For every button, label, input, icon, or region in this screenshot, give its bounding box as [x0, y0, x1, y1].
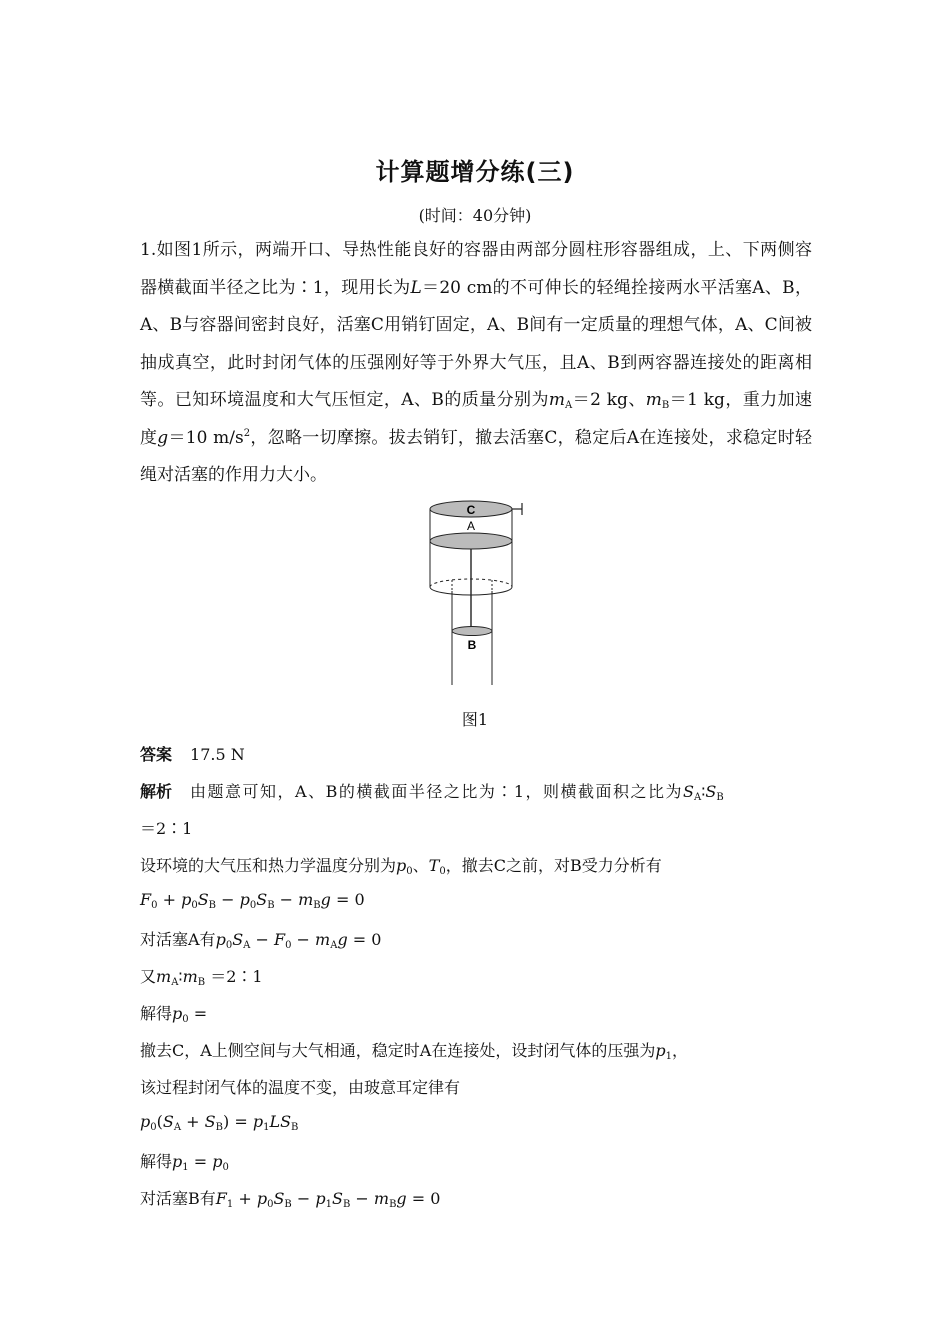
answer-line: 答案 17.5 N [140, 745, 245, 764]
solve-p0: 解得$p_0$ = [140, 1004, 208, 1025]
mass-ratio: 又$m_A∶m_B$ ＝2∶1 [140, 967, 263, 988]
label-a: A [466, 519, 476, 533]
label-c: C [466, 503, 476, 517]
page-title: 计算题增分练(三) [375, 158, 575, 186]
equation-1: $F_0 + p_0S_B - p_0S_B - m_Bg = 0$ [140, 890, 365, 911]
figure-caption: 图1 [461, 710, 489, 729]
analysis-line-3: 设环境的大气压和热力学温度分别为$p_0$、$T_0$，撤去C之前，对B受力分析有 [140, 856, 662, 877]
container-diagram [400, 495, 550, 695]
equation-2: 对活塞A有$p_0S_A - F_0 - m_Ag = 0$ [140, 930, 382, 951]
analysis-line-2: ＝2∶1 [140, 819, 193, 838]
problem-1: 1.如图1所示，两端开口、导热性能良好的容器由两部分圆柱形容器组成，上、下两侧容器横截面半径之比为∶1，现用长为L＝20 cm的不可伸长的轻绳拴接两水平活塞A、B，A、B与容器间密封良好，活塞C用销钉固定，A、B间有一定质量的理想气体，A、C间被抽成真空，此时封闭气体的压强刚好等于外界大气压，且A、B到两容器连接处的距离相等。已知环境温度和大气压恒定，A、B的质量分别为$m_A=2$ kg、$m_B=1$ kg，重力加速度g＝10 $m/s^2$，忽略一切摩擦。拔去销钉，撤去活塞C，稳定后A在连接处，求稳定时轻绳对活塞的作用力大小。 [140, 240, 813, 485]
time-limit: (时间：40分钟) [418, 206, 532, 225]
solve-p1: 解得$p_1 = p_0$ [140, 1152, 229, 1173]
analysis-line-8: 撤去C，A上侧空间与大气相通，稳定时A在连接处，设封闭气体的压强为$p_1$， [140, 1041, 688, 1062]
piston-a [430, 533, 512, 549]
label-b: B [467, 638, 477, 652]
equation-boyle: $p_0(S_A + S_B) = p_1LS_B$ [140, 1112, 299, 1133]
equation-b: 对活塞B有$F_1 + p_0S_B - p_1S_B - m_Bg = 0$ [140, 1189, 441, 1210]
piston-b [452, 627, 492, 636]
analysis-line-9: 该过程封闭气体的温度不变，由玻意耳定律有 [140, 1078, 461, 1097]
analysis-line-1: 解析 由题意可知，A、B的横截面半径之比为∶1，则横截面积之比为$S_A∶S_B$ [140, 782, 724, 803]
